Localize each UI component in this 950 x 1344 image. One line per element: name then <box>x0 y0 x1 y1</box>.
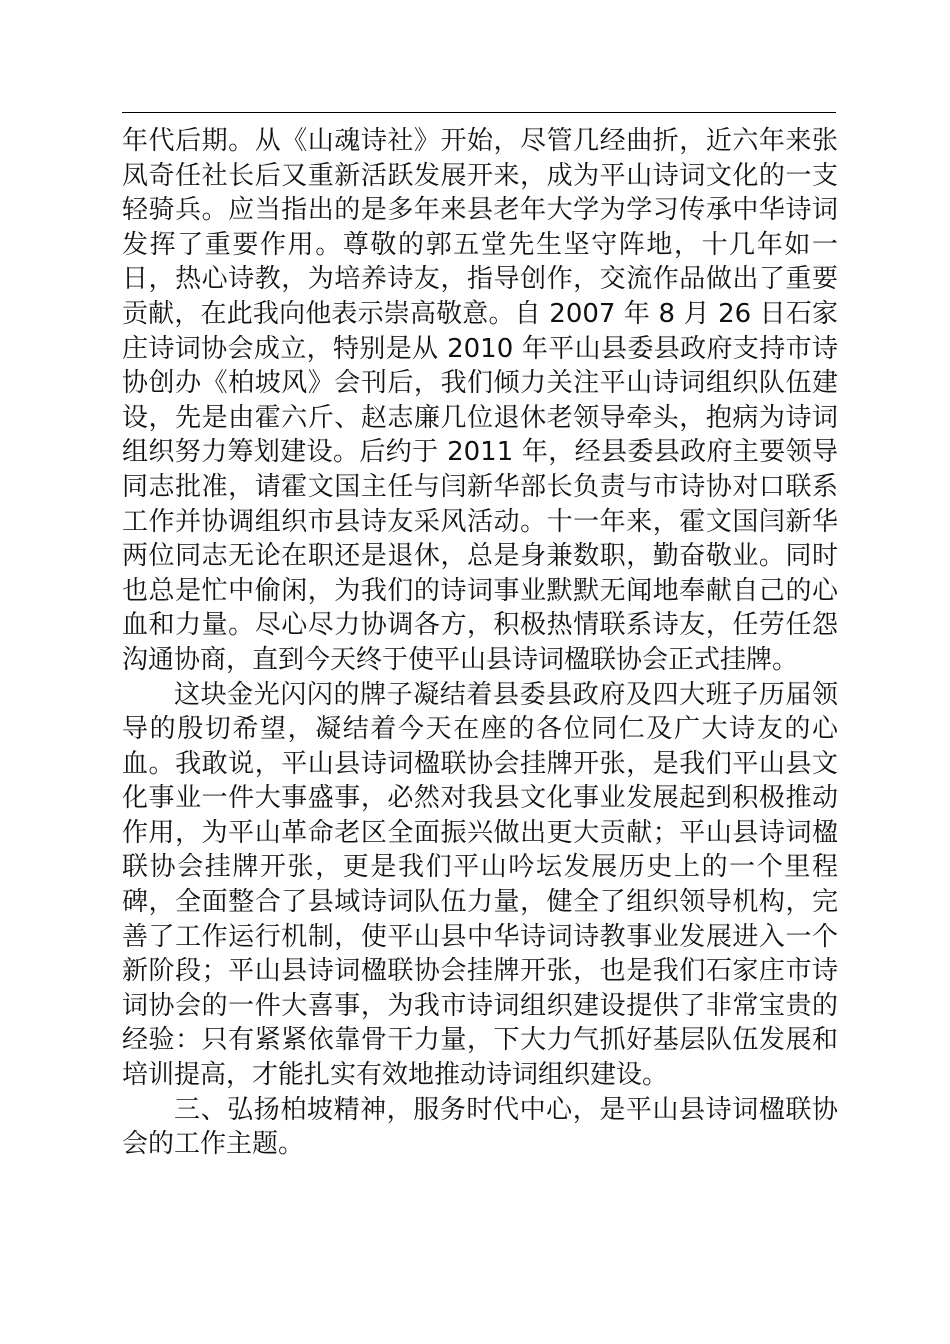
header-rule <box>122 112 836 113</box>
paragraph-nameplate: 这块金光闪闪的牌子凝结着县委县政府及四大班子历届领导的殷切希望，凝结着今天在座的各位同仁及广大诗友的心血。我敢说，平山县诗词楹联协会挂牌开张，是我们平山县文化事业一件大事盛事，必然对我县文化事业发展起到积极推动作用，为平山革命老区全面振兴做出更大贡献；平山县诗词楹联协会挂牌开张，更是我们平山吟坛发展历史上的一个里程碑，全面整合了县域诗词队伍力量，健全了组织领导机构，完善了工作运行机制，使平山县中华诗词诗教事业发展进入一个新阶段；平山县诗词楹联协会挂牌开张，也是我们石家庄市诗词协会的一件大喜事，为我市诗词组织建设提供了非常宝贵的经验：只有紧紧依靠骨干力量，下大力气抓好基层队伍发展和培训提高，才能扎实有效地推动诗词组织建设。 <box>122 679 838 1091</box>
body-text <box>122 124 838 1162</box>
paragraph-continuation: 年代后期。从《山魂诗社》开始，尽管几经曲折，近六年来张凤奇任社长后又重新活跃发展开来，成为平山诗词文化的一支轻骑兵。应当指出的是多年来县老年大学为学习传承中华诗词发挥了重要作用。尊敬的郭五堂先生坚守阵地，十几年如一日，热心诗教，为培养诗友，指导创作，交流作品做出了重要贡献，在此我向他表示崇高敬意。自 2007 年 8 月 26 日石家庄诗词协会成立，特别是从 2010 年平山县委县政府支持市诗协创办《柏坡风》会刊后，我们倾力关注平山诗词组织队伍建设，先是由霍六斤、赵志廉几位退休老领导牵头，抱病为诗词组织努力筹划建设。后约于 2011 年，经县委县政府主要领导同志批准，请霍文国主任与闫新华部长负责与市诗协对口联系工作并协调组织市县诗友采风活动。十一年来，霍文国闫新华两位同志无论在职还是退休，总是身兼数职，勤奋敬业。同时也总是忙中偷闲，为我们的诗词事业默默无闻地奉献自己的心血和力量。尽心尽力协调各方，积极热情联系诗友，任劳任怨沟通协商，直到今天终于使平山县诗词楹联协会正式挂牌。 <box>122 126 838 675</box>
paragraph-section-three: 三、弘扬柏坡精神，服务时代中心，是平山县诗词楹联协会的工作主题。 <box>122 1094 838 1160</box>
